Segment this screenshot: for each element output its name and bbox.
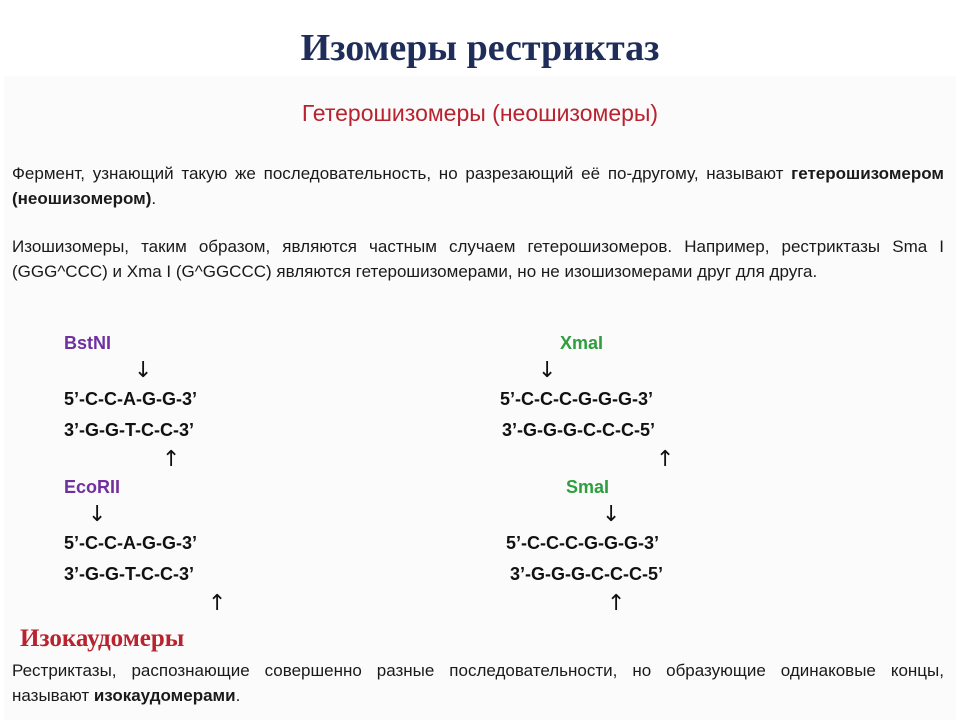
- cut-arrow-up-icon: ↑: [607, 591, 626, 616]
- paragraph-definition: [12, 161, 944, 211]
- paragraph-isocaudomers-term: изокаудомерами: [93, 686, 236, 705]
- paragraph-isocaudomers: [12, 658, 944, 708]
- cut-arrow-down-icon: ↓: [602, 502, 621, 527]
- enzyme-label-xmai: XmaI: [560, 333, 604, 353]
- cut-arrow-up-icon: ↑: [162, 447, 181, 472]
- enzyme-label-ecorii: EcoRII: [64, 477, 121, 497]
- paragraph-definition-text: Фермент, узнающий такую же последовательность, но разрезающий её по-другому, называют: [12, 164, 792, 183]
- ecorii-top-strand: 5’-C-C-A-G-G-3’: [64, 533, 197, 553]
- cut-arrow-up-icon: ↑: [208, 591, 227, 616]
- heteroschizomers-heading: Гетерошизомеры (неошизомеры): [301, 100, 659, 126]
- xmai-top-strand: 5’-C-C-C-G-G-G-3’: [500, 389, 653, 409]
- paragraph-isocaudomers-text: Рестриктазы, распознающие совершенно разные последовательности, но образующие одинаковые концы, называют: [12, 661, 944, 705]
- paragraph-definition-end: .: [151, 189, 157, 208]
- xmai-bottom-strand: 3’-G-G-G-C-C-C-5’: [502, 420, 655, 440]
- isocaudomers-heading: Изокаудомеры: [20, 625, 185, 652]
- bstni-bottom-strand: 3’-G-G-T-C-C-3’: [64, 420, 194, 440]
- enzyme-label-smai: SmaI: [566, 477, 610, 497]
- cut-arrow-down-icon: ↓: [134, 358, 153, 383]
- bstni-top-strand: 5’-C-C-A-G-G-3’: [64, 389, 197, 409]
- paragraph-example: Изошизомеры, таким образом, являются частным случаем гетерошизомеров. Например, рестриктазы Sma I (GGG^CCC) и Xma I (G^GGCCC) являются гетерошизомерами, но не изошизомерами друг для друга.: [12, 237, 944, 281]
- enzyme-label-bstni: BstNI: [64, 333, 112, 353]
- page-title: Изомеры рестриктаз: [300, 27, 660, 69]
- cut-arrow-down-icon: ↓: [538, 358, 557, 383]
- cut-arrow-down-icon: ↓: [88, 502, 107, 527]
- ecorii-bottom-strand: 3’-G-G-T-C-C-3’: [64, 564, 194, 584]
- smai-bottom-strand: 3’-G-G-G-C-C-C-5’: [510, 564, 663, 584]
- cut-arrow-up-icon: ↑: [656, 447, 675, 472]
- smai-top-strand: 5’-C-C-C-G-G-G-3’: [506, 533, 659, 553]
- content-panel: [4, 76, 956, 720]
- paragraph-definition-term: гетерошизомером (неошизомером): [12, 164, 944, 208]
- paragraph-isocaudomers-end: .: [235, 686, 241, 705]
